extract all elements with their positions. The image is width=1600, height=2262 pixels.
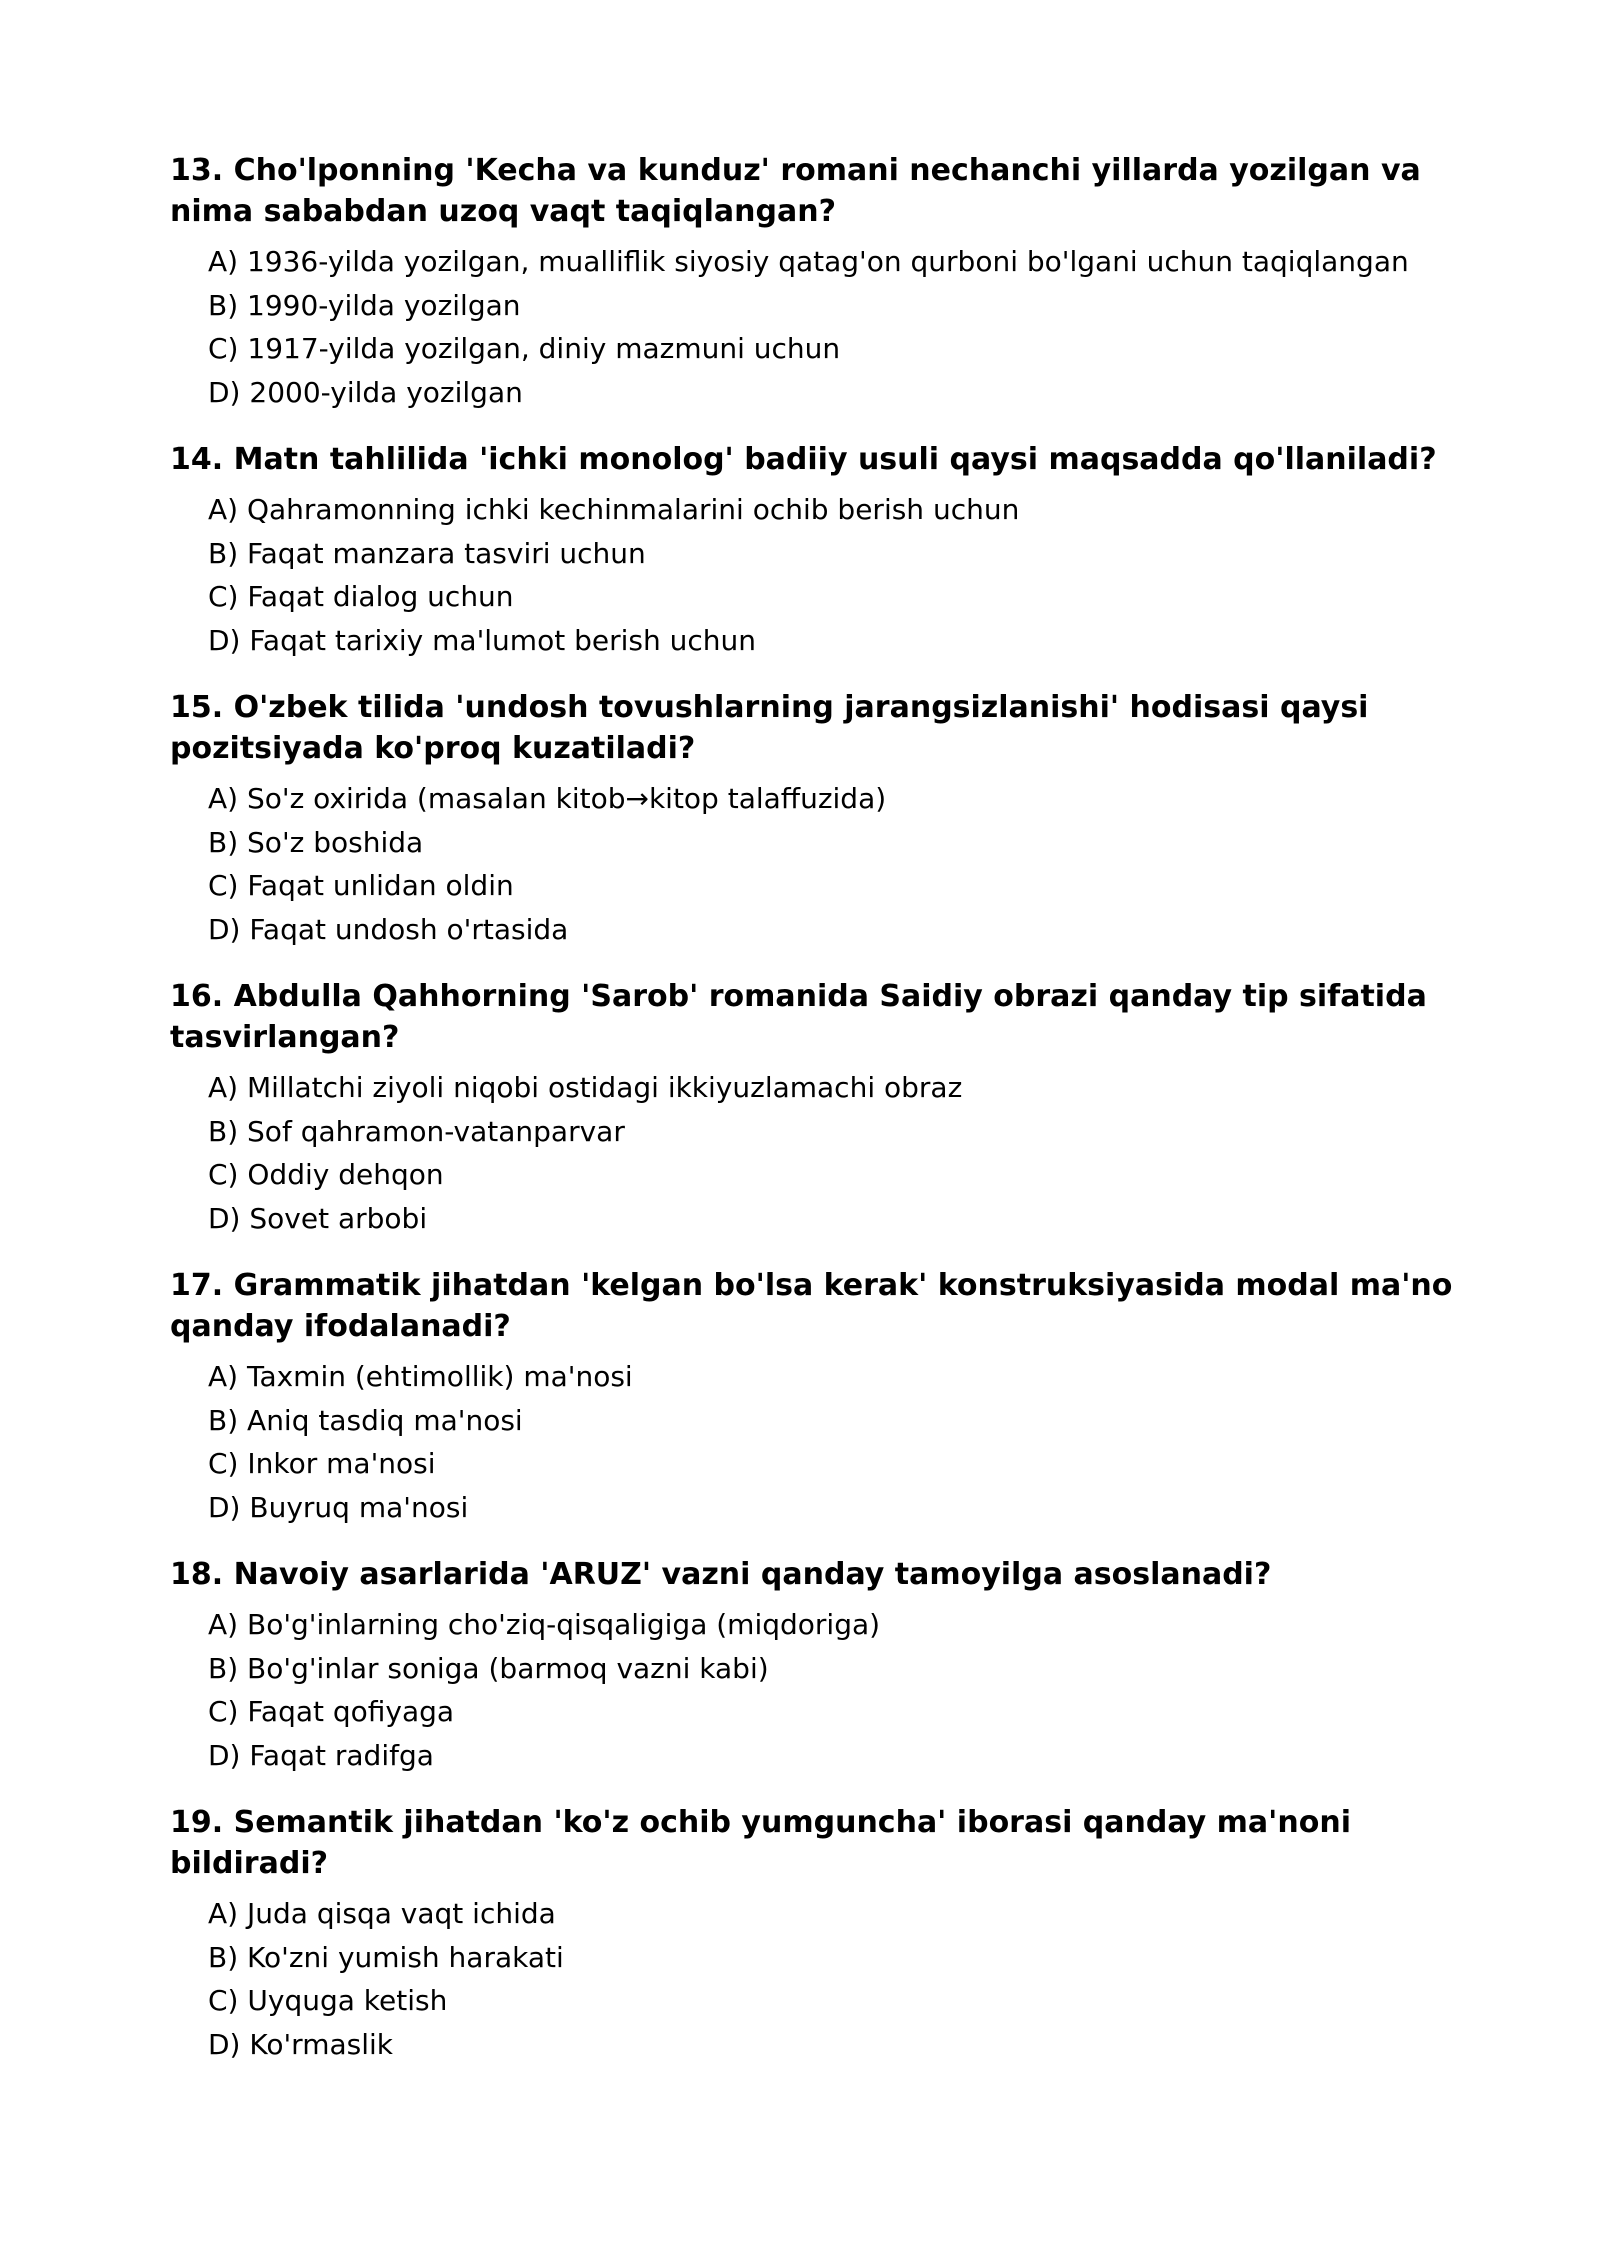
option-list [170, 488, 1460, 662]
option-a: A) Qahramonning ichki kechinmalarini ochib berish uchun [208, 493, 1020, 526]
option-c: C) Inkor ma'nosi [208, 1447, 436, 1480]
question-text: 18. Navoiy asarlarida 'ARUZ' vazni qanday tamoyilga asoslanadi? [170, 1557, 1272, 1592]
option-list [170, 240, 1460, 414]
question-text: 14. Matn tahlilida 'ichki monolog' badiiy usuli qaysi maqsadda qo'llaniladi? [170, 442, 1437, 477]
option-d: D) Buyruq ma'nosi [208, 1490, 469, 1524]
option-b: B) Bo'g'inlar soniga (barmoq vazni kabi) [208, 1651, 769, 1685]
option-d: D) Faqat undosh o'rtasida [208, 912, 569, 946]
option-b: B) So'z boshida [208, 825, 424, 859]
option-b: B) 1990-yilda yozilgan [208, 288, 521, 322]
option-list [170, 1603, 1460, 1777]
option-a: A) Bo'g'inlarning cho'ziq-qisqaligiga (miqdoriga) [208, 1608, 881, 1641]
question-text: 19. Semantik jihatdan 'ko'z ochib yumguncha' iborasi qanday ma'noni bildiradi? [170, 1805, 1351, 1881]
question-16 [170, 976, 1460, 1240]
question-19 [170, 1802, 1460, 2066]
option-a: A) So'z oxirida (masalan kitob→kitop talaffuzida) [208, 782, 887, 815]
option-a: A) Millatchi ziyoli niqobi ostidagi ikkiyuzlamachi obraz [208, 1071, 963, 1104]
question-17 [170, 1265, 1460, 1529]
question-13 [170, 150, 1460, 414]
option-c: C) Faqat qofiyaga [208, 1695, 455, 1728]
option-d: D) Ko'rmaslik [208, 2027, 393, 2061]
option-d: D) Faqat tarixiy ma'lumot berish uchun [208, 623, 756, 657]
question-text: 16. Abdulla Qahhorning 'Sarob' romanida Saidiy obrazi qanday tip sifatida tasvirlangan? [170, 979, 1427, 1055]
question-text: 13. Cho'lponning 'Kecha va kunduz' romani nechanchi yillarda yozilgan va nima sababdan uzoq vaqt taqiqlangan? [170, 153, 1421, 229]
option-d: D) 2000-yilda yozilgan [208, 375, 523, 409]
question-14 [170, 439, 1460, 662]
option-a: A) 1936-yilda yozilgan, mualliflik siyosiy qatag'on qurboni bo'lgani uchun taqiqlangan [208, 245, 1409, 278]
option-list [170, 777, 1460, 951]
option-a: A) Juda qisqa vaqt ichida [208, 1897, 556, 1930]
option-b: B) Sof qahramon-vatanparvar [208, 1114, 625, 1148]
option-b: B) Faqat manzara tasviri uchun [208, 536, 646, 570]
option-c: C) 1917-yilda yozilgan, diniy mazmuni uchun [208, 332, 841, 365]
option-list [170, 1355, 1460, 1529]
question-list [170, 150, 1460, 2091]
option-list [170, 1892, 1460, 2066]
question-text: 17. Grammatik jihatdan 'kelgan bo'lsa kerak' konstruksiyasida modal ma'no qanday ifodalanadi? [170, 1268, 1453, 1344]
option-c: C) Faqat dialog uchun [208, 580, 514, 613]
option-c: C) Faqat unlidan oldin [208, 869, 514, 902]
option-d: D) Sovet arbobi [208, 1201, 428, 1235]
option-d: D) Faqat radifga [208, 1738, 434, 1772]
option-b: B) Aniq tasdiq ma'nosi [208, 1403, 523, 1437]
option-c: C) Uyquga ketish [208, 1984, 448, 2017]
option-c: C) Oddiy dehqon [208, 1158, 444, 1191]
option-list [170, 1066, 1460, 1240]
question-15 [170, 687, 1460, 951]
option-b: B) Ko'zni yumish harakati [208, 1940, 564, 1974]
question-18 [170, 1554, 1460, 1777]
question-text: 15. O'zbek tilida 'undosh tovushlarning jarangsizlanishi' hodisasi qaysi pozitsiyada ko'proq kuzatiladi? [170, 690, 1369, 766]
option-a: A) Taxmin (ehtimollik) ma'nosi [208, 1360, 633, 1393]
